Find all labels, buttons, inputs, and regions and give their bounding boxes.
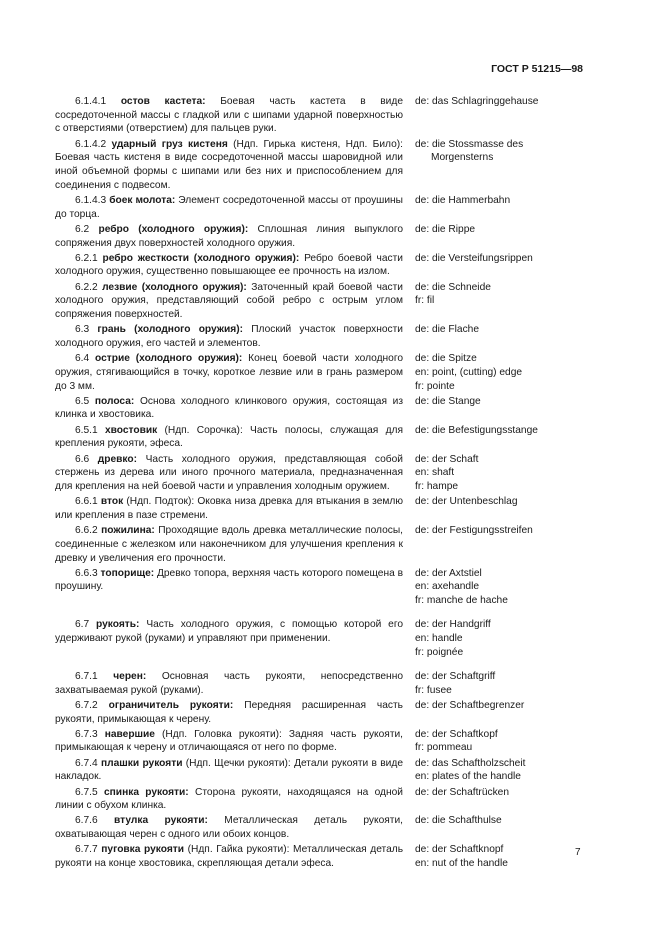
term-definition bbox=[55, 699, 403, 726]
term-entry bbox=[55, 728, 595, 755]
foreign-equivalents bbox=[415, 323, 587, 350]
term-entry bbox=[55, 424, 595, 451]
term-entry bbox=[55, 453, 595, 494]
term-definition bbox=[55, 670, 403, 697]
term-number: 6.7 bbox=[75, 619, 90, 631]
foreign-equivalents bbox=[415, 352, 587, 393]
term-number: 6.3 bbox=[75, 324, 90, 336]
term-entry bbox=[55, 323, 595, 350]
equivalent-term: en: shaft bbox=[415, 467, 455, 479]
equivalent-term: fr: pointe bbox=[415, 380, 455, 392]
term-number: 6.2.1 bbox=[75, 252, 98, 264]
equivalent-term: de: das Schaftholzscheit bbox=[415, 757, 526, 769]
equivalent-term: fr: manche de hache bbox=[415, 595, 508, 607]
equivalent-term: de: der Schaft bbox=[415, 453, 479, 465]
term-definition bbox=[55, 323, 403, 350]
term-entry bbox=[55, 95, 595, 136]
term-name: ребро (холодного оружия): bbox=[98, 223, 249, 235]
equivalent-term: fr: hampe bbox=[415, 480, 459, 492]
term-number: 6.6.2 bbox=[75, 525, 98, 537]
term-body: Сторона рукояти, находящаяся на одной линии с обухом клинка. bbox=[55, 786, 403, 812]
term-name: ребро жесткости (холодного оружия): bbox=[102, 252, 300, 264]
term-entry bbox=[55, 281, 595, 322]
term-body: Основная часть рукояти, непосредственно захватываемая рукой (руками). bbox=[55, 670, 403, 696]
term-number: 6.7.2 bbox=[75, 699, 98, 711]
term-name: пуговка рукояти bbox=[101, 844, 185, 856]
term-body: Металлическая деталь рукояти, охватывающая черен с одного или обоих концов. bbox=[55, 815, 403, 841]
term-definition bbox=[55, 453, 403, 494]
foreign-equivalents bbox=[415, 699, 587, 726]
equivalent-term: de: das Schlagringgehause bbox=[415, 96, 539, 107]
spacer bbox=[55, 609, 595, 618]
equivalent-term: en: nut of the handle bbox=[415, 858, 508, 870]
term-entry bbox=[55, 138, 595, 193]
term-definition bbox=[55, 194, 403, 221]
term-entry bbox=[55, 814, 595, 841]
term-entry bbox=[55, 194, 595, 221]
equivalent-term: de: der Festigungsstreifen bbox=[415, 525, 533, 537]
term-number: 6.5 bbox=[75, 395, 90, 407]
foreign-equivalents bbox=[415, 138, 587, 193]
term-body: (Ндп. Щечки рукояти): Детали рукояти в виде накладок. bbox=[55, 757, 403, 783]
foreign-equivalents bbox=[415, 786, 587, 813]
term-body: Боевая часть кастета в виде сосредоточенной массы с гладкой или с шипами ударной поверхностью с отверстиями (отверстием) для пальцев руки. bbox=[55, 96, 403, 135]
term-number: 6.1.4.3 bbox=[75, 194, 107, 206]
term-body: Конец боевой части холодного оружия, стягивающийся в точку, короткое лезвие или в грань размером до 3 мм. bbox=[55, 353, 404, 392]
term-number: 6.5.1 bbox=[75, 424, 98, 436]
term-number: 6.6 bbox=[75, 453, 90, 465]
term-number: 6.7.7 bbox=[75, 844, 98, 856]
term-name: пожилина: bbox=[101, 525, 155, 537]
term-entry bbox=[55, 670, 595, 697]
foreign-equivalents bbox=[415, 524, 587, 565]
term-definition bbox=[55, 95, 403, 136]
term-name: хвостовик bbox=[104, 424, 158, 436]
term-definition bbox=[55, 843, 403, 870]
term-definition bbox=[55, 728, 403, 755]
term-number: 6.6.3 bbox=[75, 567, 98, 579]
term-entry bbox=[55, 618, 595, 659]
term-entry bbox=[55, 567, 595, 608]
term-body: Элемент сосредоточенной массы от проушины до торца. bbox=[55, 194, 403, 220]
foreign-equivalents bbox=[415, 843, 587, 870]
term-number: 6.1.4.1 bbox=[75, 96, 107, 107]
term-number: 6.7.5 bbox=[75, 786, 98, 798]
foreign-equivalents bbox=[415, 424, 587, 451]
equivalent-term: en: point, (cutting) edge bbox=[415, 366, 523, 378]
foreign-equivalents bbox=[415, 453, 587, 494]
term-number: 6.7.4 bbox=[75, 757, 98, 769]
term-name: древко: bbox=[97, 453, 137, 465]
term-entry bbox=[55, 524, 595, 565]
foreign-equivalents bbox=[415, 194, 587, 221]
term-body: Древко топора, верхняя часть которого помещена в проушину. bbox=[55, 567, 403, 593]
equivalent-term: de: die Schafthulse bbox=[415, 815, 502, 827]
term-number: 6.7.1 bbox=[75, 670, 98, 682]
term-name: спинка рукояти: bbox=[103, 786, 189, 798]
foreign-equivalents bbox=[415, 757, 587, 784]
term-name: острие (холодного оружия): bbox=[95, 353, 243, 365]
equivalent-term: fr: pommeau bbox=[415, 742, 473, 754]
term-entry bbox=[55, 699, 595, 726]
term-entry bbox=[55, 786, 595, 813]
term-definition bbox=[55, 495, 403, 522]
term-name: лезвие (холодного оружия): bbox=[102, 281, 247, 293]
term-entry bbox=[55, 495, 595, 522]
equivalent-term: en: axehandle bbox=[415, 581, 480, 593]
foreign-equivalents bbox=[415, 814, 587, 841]
term-name: вток bbox=[100, 496, 124, 508]
term-body: Заточенный край боевой части холодного оружия, представляющий собой ребро с острым углом сопряжения поверхностей. bbox=[55, 281, 404, 321]
equivalent-term: de: die Stossmasse des Morgensterns bbox=[415, 138, 524, 164]
foreign-equivalents bbox=[415, 223, 587, 250]
equivalent-term: de: der Schaftrücken bbox=[415, 786, 510, 798]
term-name: топорище: bbox=[100, 567, 155, 579]
foreign-equivalents bbox=[415, 395, 587, 422]
term-entry bbox=[55, 352, 595, 393]
term-body: Плоский участок поверхности холодного оружия, его частей и элементов. bbox=[55, 324, 403, 349]
term-name: ударный груз кистеня bbox=[111, 138, 228, 150]
term-body: Сплошная линия выпуклого сопряжения двух поверхностей холодного оружия. bbox=[55, 223, 403, 249]
term-entry bbox=[55, 252, 595, 279]
term-entry bbox=[55, 757, 595, 784]
equivalent-term: de: die Spitze bbox=[415, 353, 477, 365]
term-number: 6.7.6 bbox=[75, 815, 98, 827]
term-name: черен: bbox=[113, 670, 147, 682]
term-definition bbox=[55, 223, 403, 250]
foreign-equivalents bbox=[415, 281, 587, 322]
equivalent-term: de: der Axtstiel bbox=[415, 567, 482, 579]
term-entry bbox=[55, 395, 595, 422]
equivalent-term: de: die Hammerbahn bbox=[415, 194, 511, 206]
term-body: Передняя расширенная часть рукояти, примыкающая к черену. bbox=[55, 699, 403, 725]
term-name: плашки рукояти bbox=[101, 757, 183, 769]
equivalent-term: de: die Versteifungsrippen bbox=[415, 252, 533, 264]
equivalent-term: de: der Handgriff bbox=[415, 619, 491, 631]
term-name: ограничитель рукояти: bbox=[108, 699, 234, 711]
equivalent-term: fr: fil bbox=[415, 295, 435, 307]
term-definition bbox=[55, 424, 403, 451]
equivalent-term: de: der Schaftgriff bbox=[415, 670, 496, 682]
term-number: 6.6.1 bbox=[75, 496, 98, 508]
term-entry bbox=[55, 843, 595, 870]
term-number: 6.4 bbox=[75, 353, 90, 365]
equivalent-term: de: die Befestigungsstange bbox=[415, 424, 538, 436]
term-definition bbox=[55, 252, 403, 279]
page-number: 7 bbox=[575, 847, 581, 858]
foreign-equivalents bbox=[415, 252, 587, 279]
term-number: 6.2 bbox=[75, 223, 90, 235]
term-body: Ребро боевой части холодного оружия, существенно повышающее ее прочность на излом. bbox=[55, 252, 403, 278]
term-definition bbox=[55, 395, 403, 422]
term-definition bbox=[55, 786, 403, 813]
term-body: (Ндп. Сорочка): Часть полосы, служащая для крепления рукояти, эфеса. bbox=[55, 424, 403, 450]
term-entry bbox=[55, 223, 595, 250]
term-body: Часть холодного оружия, представляющая собой стержень из дерева или иного прочного материала, предназначенная для крепления на ней боевой части и управления холодным оружием. bbox=[55, 453, 403, 492]
terms-list bbox=[55, 95, 595, 872]
equivalent-term: de: die Flache bbox=[415, 324, 479, 336]
equivalent-term: en: plates of the handle bbox=[415, 771, 521, 783]
term-number: 6.7.3 bbox=[75, 728, 98, 740]
term-definition bbox=[55, 524, 403, 565]
equivalent-term: de: die Stange bbox=[415, 395, 481, 407]
term-body: Проходящие вдоль древка металлические полосы, соединенные с железком или наконечником для улучшения крепления к древку и увеличения его прочности. bbox=[55, 525, 403, 564]
term-name: полоса: bbox=[94, 395, 135, 407]
foreign-equivalents bbox=[415, 567, 587, 608]
term-body: (Ндп. Гайка рукояти): Металлическая деталь рукояти на конце хвостовика, скрепляющая детали эфеса. bbox=[55, 844, 403, 870]
foreign-equivalents bbox=[415, 618, 587, 659]
term-body: (Ндп. Подток): Оковка низа древка для втыкания в землю или крепления в пазе стремени. bbox=[55, 496, 403, 521]
equivalent-term: en: handle bbox=[415, 633, 463, 645]
term-number: 6.2.2 bbox=[75, 281, 98, 293]
term-definition bbox=[55, 567, 403, 608]
term-body: (Ндп. Головка рукояти): Задняя часть рукояти, примыкающая к черену и отличающаяся от него по форме. bbox=[55, 728, 404, 754]
term-definition bbox=[55, 352, 403, 393]
term-definition bbox=[55, 618, 403, 659]
term-definition bbox=[55, 281, 403, 322]
term-body: (Ндп. Гирька кистеня, Ндп. Било): Боевая часть кистеня в виде сосредоточенной массы шаровидной или иной объемной формы с шипами или без них и приспособлением для соединения с подвесом. bbox=[55, 138, 403, 191]
equivalent-term: fr: fusee bbox=[415, 684, 452, 696]
spacer bbox=[55, 661, 595, 670]
equivalent-term: fr: poignée bbox=[415, 646, 464, 658]
equivalent-term: de: der Untenbeschlag bbox=[415, 496, 518, 508]
term-number: 6.1.4.2 bbox=[75, 138, 107, 150]
equivalent-term: de: die Schneide bbox=[415, 281, 491, 293]
term-name: грань (холодного оружия): bbox=[97, 324, 244, 336]
foreign-equivalents bbox=[415, 728, 587, 755]
term-definition bbox=[55, 138, 403, 193]
term-definition bbox=[55, 814, 403, 841]
term-definition bbox=[55, 757, 403, 784]
term-name: втулка рукояти: bbox=[114, 815, 208, 827]
foreign-equivalents bbox=[415, 495, 587, 522]
foreign-equivalents bbox=[415, 95, 587, 136]
page-header: ГОСТ Р 51215—98 bbox=[491, 63, 583, 75]
equivalent-term: de: der Schaftbegrenzer bbox=[415, 699, 525, 711]
term-name: навершие bbox=[104, 728, 155, 740]
term-name: боек молота: bbox=[109, 194, 176, 206]
term-name: рукоять: bbox=[96, 619, 140, 631]
term-name: остов кастета: bbox=[120, 96, 206, 107]
equivalent-term: de: die Rippe bbox=[415, 223, 476, 235]
term-body: Основа холодного клинкового оружия, состоящая из клинка и хвостовика. bbox=[55, 395, 403, 421]
foreign-equivalents bbox=[415, 670, 587, 697]
term-body: Часть холодного оружия, с помощью которой его удерживают рукой (руками) и управляют при применении. bbox=[55, 619, 403, 645]
equivalent-term: de: der Schaftkopf bbox=[415, 728, 498, 740]
equivalent-term: de: der Schaftknopf bbox=[415, 844, 504, 856]
